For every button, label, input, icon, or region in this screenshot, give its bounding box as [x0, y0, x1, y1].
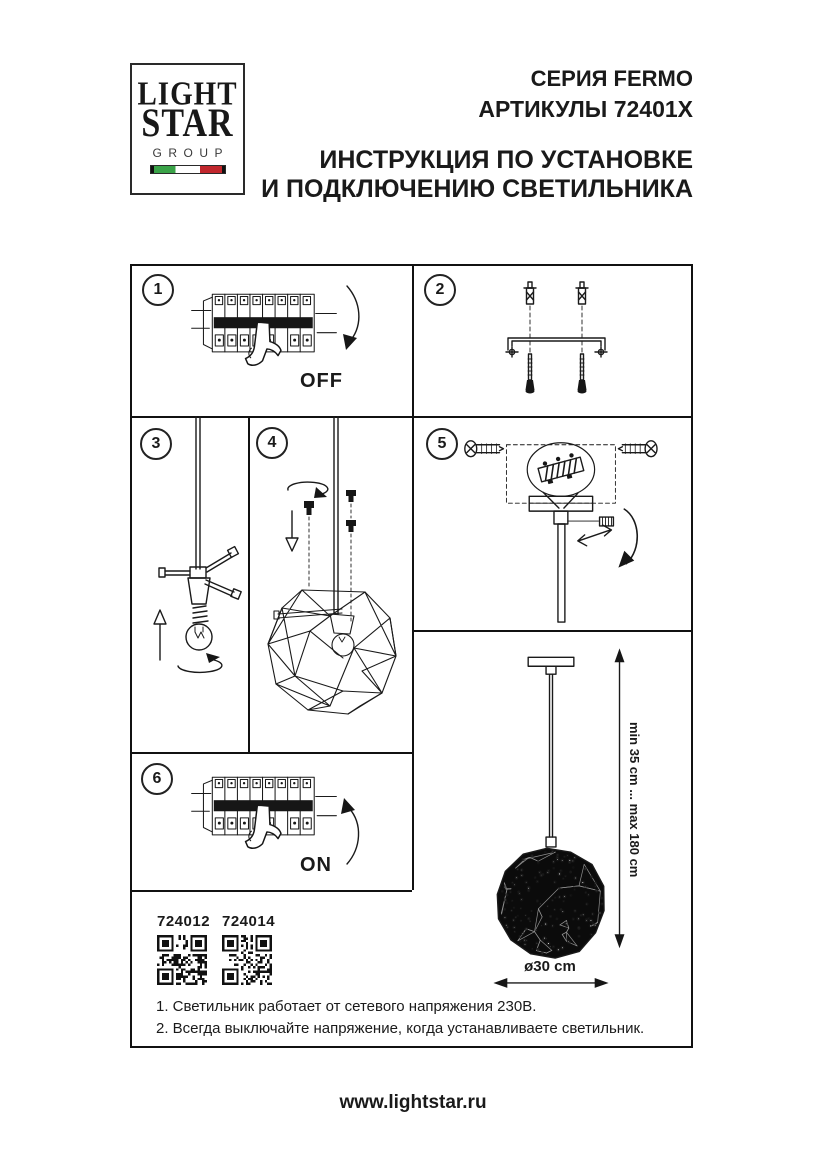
document-header [261, 64, 693, 204]
arrow-up-icon [335, 796, 365, 868]
circuit-breaker-off-illustration [190, 281, 338, 377]
step-1-badge [142, 274, 174, 306]
italian-flag-stripe [150, 165, 226, 174]
step-5-panel [414, 418, 691, 630]
arrow-down-icon [337, 282, 367, 354]
step-3-number: 3 [151, 435, 161, 452]
circuit-breaker-on-illustration [190, 764, 338, 860]
instruction-title-line1: ИНСТРУКЦИЯ ПО УСТАНОВКЕ [319, 146, 693, 174]
pendant-lamp-illustration [414, 632, 691, 1046]
mounting-bracket-illustration [412, 266, 691, 416]
logo-star-text: STAR [141, 101, 234, 145]
step-1-number: 1 [153, 281, 163, 298]
step-2-number: 2 [435, 281, 445, 298]
step-6-number: 6 [152, 770, 162, 787]
off-label: OFF [300, 370, 343, 392]
step-1-panel [132, 266, 412, 416]
step-4-panel [250, 416, 412, 752]
article-code-2: 724014 [222, 913, 276, 930]
step-6-badge [141, 763, 173, 795]
step-5-number: 5 [437, 435, 447, 452]
step-4-number: 4 [267, 434, 277, 451]
ceiling-canopy-illustration [414, 418, 691, 630]
lightstar-logo [130, 63, 245, 195]
note-line-2: 2. Всегда выключайте напряжение, когда устанавливаете светильник. [156, 1020, 645, 1037]
wire-shade-assembly-illustration [250, 416, 412, 752]
qr-code-724012 [157, 935, 207, 985]
diameter-dimension: ø30 cm [524, 958, 576, 975]
logo-light-text: LIGHT [137, 75, 238, 113]
instruction-title-line2: И ПОДКЛЮЧЕНИЮ СВЕТИЛЬНИКА [261, 175, 693, 203]
instruction-grid [130, 264, 693, 1048]
step-6-panel [132, 754, 412, 890]
logo-group-text: GROUP [152, 145, 229, 160]
website-url: www.lightstar.ru [339, 1092, 487, 1113]
height-range-dimension: min 35 cm ... max 180 cm [627, 722, 642, 878]
on-label: ON [300, 854, 332, 876]
series-title: СЕРИЯ FERMO [530, 66, 693, 91]
pendant-dimensions-panel [414, 632, 691, 1046]
articles-title: АРТИКУЛЫ 72401X [478, 96, 693, 122]
safety-notes [156, 996, 644, 1040]
instruction-title [261, 146, 693, 204]
qr-code-724014 [222, 935, 272, 985]
step-3-panel [132, 416, 248, 752]
note-line-1: 1. Светильник работает от сетевого напряжения 230В. [156, 998, 537, 1015]
article-code-1: 724012 [157, 913, 211, 930]
step-2-panel [412, 266, 691, 416]
socket-and-bulb-illustration [132, 416, 248, 752]
